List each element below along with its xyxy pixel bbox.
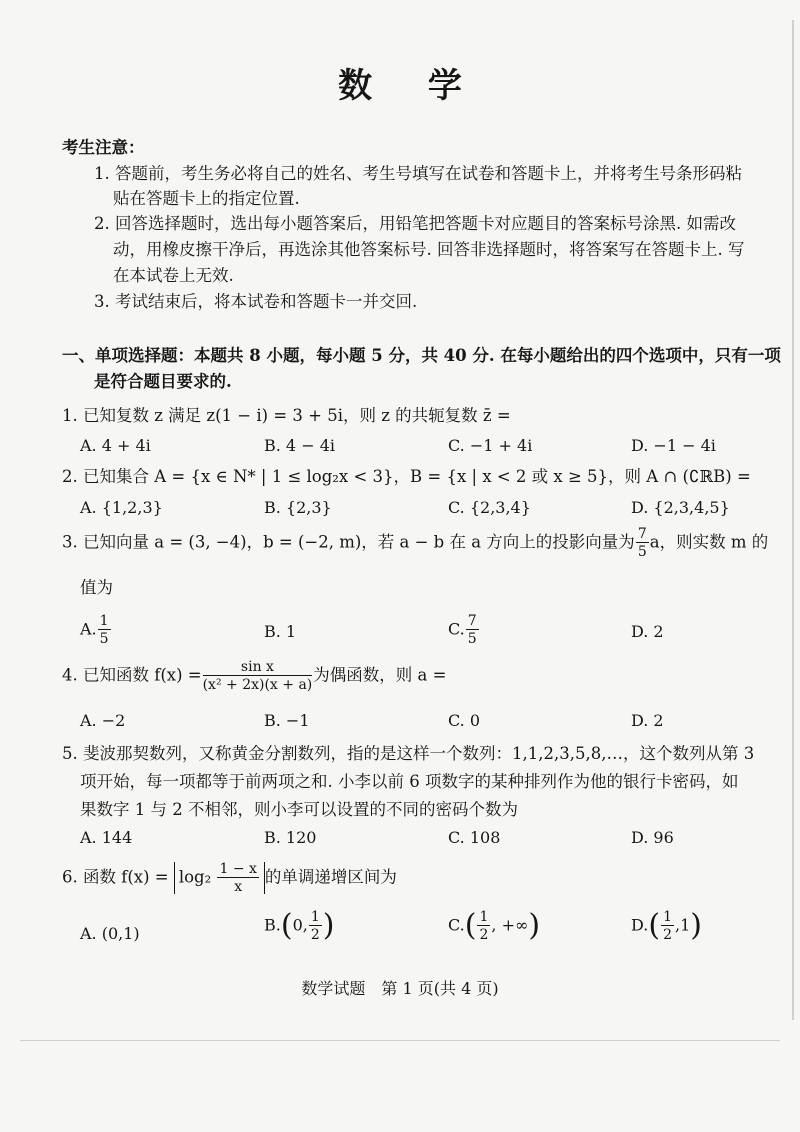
question-stem [62,862,397,894]
page-footer: 数学试题 第 1 页(共 4 页) [301,979,499,998]
option-b: B. 120 [264,828,317,847]
option-b: B. {2,3} [264,498,332,517]
option-a: A. 4 + 4i [80,436,151,455]
numerator: sin x [203,660,313,676]
section-heading: 一、单项选择题：本题共 8 小题，每小题 5 分，共 40 分. 在每小题给出的四个选项中，只有一项 [62,346,781,365]
option-c [448,614,480,646]
option-d: D. 2 [631,711,664,730]
stem-text: a，则实数 m 的 [649,532,769,552]
stem-text: 为偶函数，则 a = [313,665,447,685]
fraction [466,614,479,646]
notice-line: 动，用橡皮擦干净后，再选涂其他答案标号. 回答非选择题时，将答案写在答题卡上. 写 [113,240,745,259]
option-label: B. [264,915,281,935]
option-a [80,614,112,646]
option-label: D. [631,915,649,935]
option-d: D. 96 [631,828,674,847]
log-text: log₂ [178,867,212,887]
option-c: C. −1 + 4i [448,436,533,455]
stem-text: 的单调递增区间为 [264,867,397,887]
denominator: x [234,879,243,895]
numerator: 7 [637,526,647,542]
paren-open: ( [648,908,661,943]
fraction [309,910,322,942]
question-stem: 5. 斐波那契数列，又称黄金分割数列，指的是这样一个数列：1,1,2,3,5,8,…，这个数列从第 3 [62,744,755,763]
question-stem [62,527,768,559]
numerator: 7 [467,613,477,629]
paren-close: ) [690,908,702,943]
denominator: 5 [467,631,477,647]
numerator: 1 − x [219,861,257,877]
denominator: 2 [479,927,489,943]
stem-text: 6. 函数 f(x) = [62,867,169,887]
question-stem-cont: 值为 [80,578,113,597]
fraction [636,527,649,559]
section-heading-cont: 是符合题目要求的. [94,372,232,391]
option-d: D. −1 − 4i [631,436,716,455]
option-a: A. −2 [80,711,126,730]
fraction [217,862,258,894]
denominator: 2 [663,927,672,943]
fraction [661,910,674,942]
question-stem-cont: 项开始，每一项都等于前两项之和. 小李以前 6 项数字的某种排列作为他的银行卡密码，如 [80,772,739,791]
fraction [477,910,490,942]
paren-open: ( [464,908,477,943]
option-c: C. 108 [448,828,501,847]
denominator: (x² + 2x)(x + a) [202,677,313,693]
interval-text: 0, [292,915,308,935]
notice-line: 1. 答题前，考生务必将自己的姓名、考生号填写在试卷和答题卡上，并将考生号条形码粘 [94,164,742,183]
option-d: D. {2,3,4,5} [631,498,730,517]
question-stem: 2. 已知集合 A = {x ∈ N* | 1 ≤ log₂x < 3}，B = {x | x < 2 或 x ≥ 5}，则 A ∩ (∁ℝB) = [62,467,751,486]
paren-close: ) [322,908,335,943]
option-label: A. [80,619,97,639]
fraction [203,660,313,692]
paren-open: ( [280,908,293,943]
interval-text: , +∞ [491,915,529,935]
stem-text: 3. 已知向量 a = (3, −4)，b = (−2, m)，若 a − b 在 a 方向上的投影向量为 [62,532,635,552]
absolute-value [174,862,265,894]
notice-line: 2. 回答选择题时，选出每小题答案后，用铅笔把答题卡对应题目的答案标号涂黑. 如需改 [94,214,736,233]
option-c: C. 0 [448,711,481,730]
interval-text: ,1 [674,915,691,935]
paren-close: ) [528,908,541,943]
option-d [631,910,702,942]
numerator: 1 [479,909,489,925]
scan-edge-right [792,20,794,1020]
fraction [98,614,111,646]
question-stem: 1. 已知复数 z 满足 z(1 − i) = 3 + 5i，则 z 的共轭复数 z̄ = [62,406,511,425]
denominator: 2 [310,927,320,943]
option-a: A. 144 [80,828,133,847]
scan-edge-bottom [20,1040,780,1041]
denominator: 5 [99,631,109,647]
page-title: 数 学 [338,66,484,106]
question-stem [62,660,446,692]
numerator: 1 [99,613,109,629]
option-b: B. 1 [264,622,297,641]
option-b: B. 4 − 4i [264,436,335,455]
question-stem-cont: 果数字 1 与 2 不相邻，则小李可以设置的不同的密码个数为 [80,800,518,819]
option-a: A. {1,2,3} [80,498,163,517]
stem-text: 4. 已知函数 f(x) = [62,665,202,685]
option-a: A. (0,1) [80,924,140,943]
denominator: 5 [637,544,647,560]
notice-heading: 考生注意： [62,138,145,157]
numerator: 1 [663,909,672,925]
option-c: C. {2,3,4} [448,498,531,517]
option-b: B. −1 [264,711,310,730]
numerator: 1 [310,909,320,925]
option-label: C. [448,619,465,639]
option-label: C. [448,915,465,935]
notice-line: 在本试卷上无效. [113,266,234,285]
option-b [264,910,334,942]
option-d: D. 2 [631,622,664,641]
notice-line: 3. 考试结束后，将本试卷和答题卡一并交回. [94,292,418,311]
option-c [448,910,540,942]
notice-line: 贴在答题卡上的指定位置. [113,189,300,208]
